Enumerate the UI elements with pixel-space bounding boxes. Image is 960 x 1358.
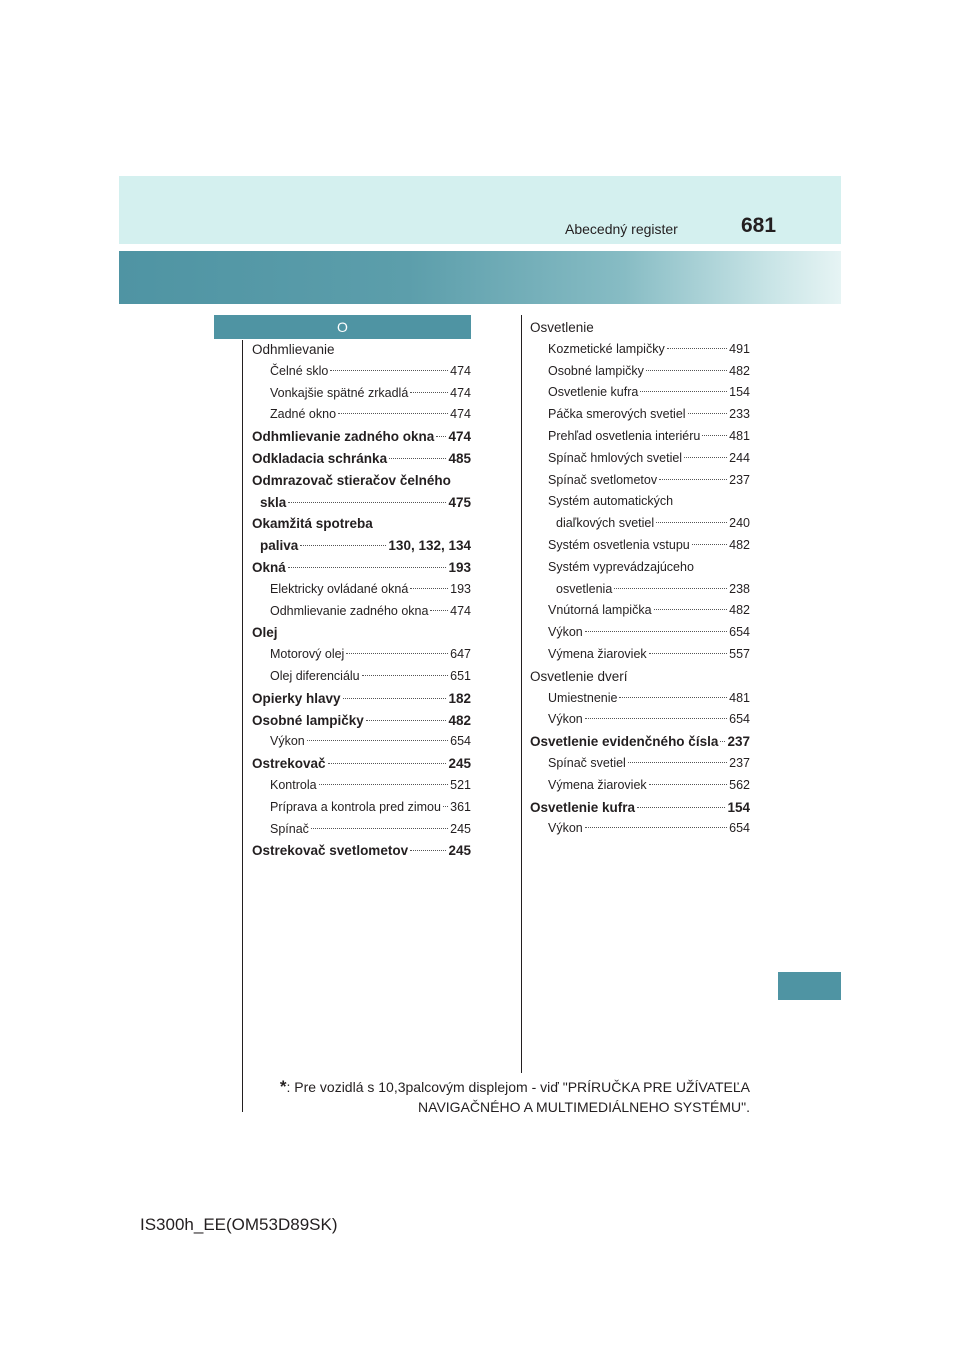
entry-page-ref[interactable]: 130, 132, 134 xyxy=(388,538,471,554)
entry-term: Systém osvetlenia vstupu xyxy=(548,537,690,552)
entry-page-ref[interactable]: 654 xyxy=(729,712,750,727)
entry-term: Systém automatických xyxy=(548,494,674,509)
entry-page-ref[interactable]: 474 xyxy=(450,363,471,378)
entry-term: Výkon xyxy=(548,625,583,640)
index-entry[interactable] xyxy=(252,797,471,819)
entry-term: Spínač svetlometov xyxy=(548,472,658,487)
dot-leader xyxy=(343,698,447,699)
entry-term: Spínač svetiel xyxy=(548,755,626,770)
index-entry[interactable] xyxy=(530,361,750,383)
index-entry xyxy=(530,317,750,339)
index-entry[interactable] xyxy=(530,339,750,361)
index-entry[interactable] xyxy=(530,731,750,753)
index-entry[interactable] xyxy=(530,579,750,601)
index-entry[interactable] xyxy=(530,775,750,797)
dot-leader xyxy=(646,370,727,371)
index-entry[interactable] xyxy=(530,644,750,666)
entry-page-ref[interactable]: 482 xyxy=(448,712,471,728)
dot-leader xyxy=(410,850,446,851)
entry-page-ref[interactable]: 474 xyxy=(448,429,471,445)
index-entry xyxy=(252,470,471,492)
index-entry[interactable] xyxy=(252,731,471,753)
entry-page-ref[interactable]: 154 xyxy=(727,799,750,815)
dot-leader xyxy=(346,653,448,654)
index-entry[interactable] xyxy=(252,448,471,470)
entry-page-ref[interactable]: 557 xyxy=(729,646,750,661)
dot-leader xyxy=(720,741,725,742)
entry-term: Elektricky ovládané okná xyxy=(270,581,409,596)
dot-leader xyxy=(443,806,448,807)
entry-term: Okamžitá spotreba xyxy=(252,516,373,532)
dot-leader xyxy=(656,522,727,523)
entry-page-ref[interactable]: 193 xyxy=(448,559,471,575)
entry-page-ref[interactable]: 491 xyxy=(729,341,750,356)
entry-page-ref[interactable]: 240 xyxy=(729,516,750,531)
entry-page-ref[interactable]: 654 xyxy=(729,821,750,836)
entry-page-ref[interactable]: 361 xyxy=(450,799,471,814)
left-column-rule xyxy=(242,340,243,1112)
entry-page-ref[interactable]: 481 xyxy=(729,428,750,443)
dot-leader xyxy=(688,413,728,414)
entry-term: Kozmetické lampičky xyxy=(548,341,665,356)
index-entry[interactable] xyxy=(530,426,750,448)
index-entry[interactable] xyxy=(252,426,471,448)
index-entry xyxy=(252,339,471,361)
index-entry xyxy=(530,491,750,513)
dot-leader xyxy=(319,784,449,785)
index-entry xyxy=(530,666,750,688)
index-entry[interactable] xyxy=(252,710,471,732)
entry-page-ref[interactable]: 482 xyxy=(729,363,750,378)
entry-term: Systém vyprevádzajúceho xyxy=(548,559,694,574)
entry-page-ref[interactable]: 521 xyxy=(450,777,471,792)
entry-term: Odhmlievanie xyxy=(252,342,335,357)
index-column-right xyxy=(530,317,750,840)
index-entry xyxy=(252,622,471,644)
entry-page-ref[interactable]: 237 xyxy=(729,472,750,487)
index-entry[interactable] xyxy=(252,383,471,405)
entry-term: Odmrazovač stieračov čelného xyxy=(252,472,451,488)
dot-leader xyxy=(300,545,386,546)
entry-term: osvetlenia xyxy=(556,581,613,596)
entry-term: Vonkajšie spätné zrkadlá xyxy=(270,385,409,400)
entry-term: Výmena žiaroviek xyxy=(548,777,647,792)
footnote-line-1: : Pre vozidlá s 10,3palcovým displejom - viď "PRÍRUČKA PRE UŽÍVATEĽA xyxy=(286,1079,750,1095)
index-entry[interactable] xyxy=(252,361,471,383)
dot-leader xyxy=(389,458,446,459)
entry-page-ref[interactable]: 562 xyxy=(729,777,750,792)
index-entry[interactable] xyxy=(252,644,471,666)
dot-leader xyxy=(637,807,725,808)
dot-leader xyxy=(311,828,448,829)
dot-leader xyxy=(330,370,448,371)
dot-leader xyxy=(619,697,727,698)
dot-leader xyxy=(410,588,448,589)
entry-term: skla xyxy=(260,494,287,510)
entry-term: Kontrola xyxy=(270,777,317,792)
index-entry xyxy=(252,513,471,535)
index-entry[interactable] xyxy=(530,448,750,470)
dot-leader xyxy=(614,588,727,589)
entry-page-ref[interactable]: 237 xyxy=(729,755,750,770)
entry-page-ref[interactable]: 481 xyxy=(729,690,750,705)
index-entry[interactable] xyxy=(252,579,471,601)
dot-leader xyxy=(684,457,727,458)
entry-term: Osvetlenie dverí xyxy=(530,668,628,684)
dot-leader xyxy=(585,827,727,828)
entry-page-ref[interactable]: 238 xyxy=(729,581,750,596)
index-entry[interactable] xyxy=(252,666,471,688)
entry-page-ref[interactable]: 245 xyxy=(448,843,471,859)
entry-page-ref[interactable]: 245 xyxy=(450,821,471,836)
entry-term: Olej xyxy=(252,625,278,641)
entry-term: Olej diferenciálu xyxy=(270,668,360,683)
entry-page-ref[interactable]: 654 xyxy=(729,625,750,640)
entry-page-ref[interactable]: 475 xyxy=(448,494,471,510)
entry-term: Príprava a kontrola pred zimou xyxy=(270,799,441,814)
entry-term: Osobné lampičky xyxy=(548,363,644,378)
entry-term: Motorový olej xyxy=(270,647,345,662)
index-entry[interactable] xyxy=(530,797,750,819)
entry-page-ref[interactable]: 474 xyxy=(450,603,471,618)
entry-term: Umiestnenie xyxy=(548,690,618,705)
index-entry[interactable] xyxy=(252,404,471,426)
entry-page-ref[interactable]: 474 xyxy=(450,407,471,422)
index-entry[interactable] xyxy=(252,601,471,623)
dot-leader xyxy=(307,740,448,741)
index-column-left xyxy=(252,339,471,862)
index-entry[interactable] xyxy=(530,709,750,731)
page-number: 681 xyxy=(741,214,777,237)
entry-page-ref[interactable]: 651 xyxy=(450,668,471,683)
entry-term: Ostrekovač svetlometov xyxy=(252,843,409,859)
header-band xyxy=(119,176,841,244)
entry-term: Odhmlievanie zadného okna xyxy=(252,429,435,445)
dot-leader xyxy=(338,413,448,414)
entry-term: paliva xyxy=(260,538,299,554)
entry-term: Výmena žiaroviek xyxy=(548,646,647,661)
dot-leader xyxy=(667,348,727,349)
index-entry[interactable] xyxy=(252,557,471,579)
entry-term: Výkon xyxy=(270,734,305,749)
entry-term: Čelné sklo xyxy=(270,363,329,378)
dot-leader xyxy=(628,762,727,763)
index-entry[interactable] xyxy=(530,382,750,404)
entry-term: Osobné lampičky xyxy=(252,712,364,728)
entry-page-ref[interactable]: 244 xyxy=(729,450,750,465)
entry-term: Výkon xyxy=(548,712,583,727)
entry-term: Vnútorná lampička xyxy=(548,603,652,618)
entry-term: Okná xyxy=(252,559,286,575)
dot-leader xyxy=(328,763,447,764)
dot-leader xyxy=(659,479,727,480)
dot-leader xyxy=(649,784,727,785)
entry-term: Spínač xyxy=(270,821,309,836)
index-entry[interactable] xyxy=(252,753,471,775)
entry-term: Odhmlievanie zadného okna xyxy=(270,603,429,618)
index-entry[interactable] xyxy=(252,819,471,841)
index-entry[interactable] xyxy=(530,535,750,557)
entry-term: Výkon xyxy=(548,821,583,836)
index-entry xyxy=(530,557,750,579)
entry-term: Osvetlenie xyxy=(530,320,594,335)
header-title: Abecedný register xyxy=(565,221,678,237)
index-entry[interactable] xyxy=(252,840,471,862)
dot-leader xyxy=(362,675,449,676)
column-divider xyxy=(521,315,522,1073)
index-entry[interactable] xyxy=(530,688,750,710)
index-entry[interactable] xyxy=(530,622,750,644)
section-letter-header: O xyxy=(214,315,471,339)
entry-page-ref[interactable]: 233 xyxy=(729,407,750,422)
dot-leader xyxy=(702,435,727,436)
document-code: IS300h_EE(OM53D89SK) xyxy=(140,1215,338,1234)
dot-leader xyxy=(366,720,447,721)
dot-leader xyxy=(585,718,727,719)
index-entry[interactable] xyxy=(252,535,471,557)
entry-page-ref[interactable]: 647 xyxy=(450,647,471,662)
entry-page-ref[interactable]: 182 xyxy=(448,690,471,706)
entry-term: Ostrekovač xyxy=(252,756,326,772)
entry-page-ref[interactable]: 154 xyxy=(729,385,750,400)
dot-leader xyxy=(585,631,727,632)
entry-term: Spínač hmlových svetiel xyxy=(548,450,683,465)
index-entry[interactable] xyxy=(530,818,750,840)
entry-page-ref[interactable]: 237 xyxy=(727,734,750,750)
dot-leader xyxy=(692,544,727,545)
index-entry[interactable] xyxy=(252,688,471,710)
dot-leader xyxy=(436,436,446,437)
footnote-line-2: NAVIGAČNÉHO A MULTIMEDIÁLNEHO SYSTÉMU". xyxy=(418,1099,750,1115)
footnote xyxy=(280,1077,750,1117)
entry-term: Prehľad osvetlenia interiéru xyxy=(548,428,701,443)
entry-page-ref[interactable]: 485 xyxy=(448,450,471,466)
dot-leader xyxy=(649,653,727,654)
dot-leader xyxy=(410,392,448,393)
entry-term: Odkladacia schránka xyxy=(252,450,388,466)
index-entry[interactable] xyxy=(530,600,750,622)
entry-term: Páčka smerových svetiel xyxy=(548,407,686,422)
footnote-star: * xyxy=(279,1077,287,1096)
dot-leader xyxy=(654,609,728,610)
dot-leader xyxy=(430,610,448,611)
index-entry[interactable] xyxy=(530,753,750,775)
index-entry[interactable] xyxy=(252,492,471,514)
entry-page-ref[interactable]: 482 xyxy=(729,603,750,618)
entry-term: Opierky hlavy xyxy=(252,690,341,706)
entry-page-ref[interactable]: 474 xyxy=(450,385,471,400)
gradient-bar xyxy=(119,251,841,304)
entry-term: Osvetlenie kufra xyxy=(548,385,639,400)
entry-page-ref[interactable]: 654 xyxy=(450,734,471,749)
index-entry[interactable] xyxy=(252,775,471,797)
entry-term: diaľkových svetiel xyxy=(556,516,655,531)
entry-term: Osvetlenie evidenčného čísla xyxy=(530,734,719,750)
entry-page-ref[interactable]: 482 xyxy=(729,537,750,552)
index-entry[interactable] xyxy=(530,513,750,535)
index-entry[interactable] xyxy=(530,404,750,426)
chapter-side-tab[interactable] xyxy=(778,972,841,1000)
dot-leader xyxy=(288,502,446,503)
entry-page-ref[interactable]: 193 xyxy=(450,581,471,596)
entry-term: Zadné okno xyxy=(270,407,337,422)
entry-term: Osvetlenie kufra xyxy=(530,799,636,815)
dot-leader xyxy=(640,391,727,392)
entry-page-ref[interactable]: 245 xyxy=(448,756,471,772)
dot-leader xyxy=(288,567,447,568)
index-entry[interactable] xyxy=(530,470,750,492)
